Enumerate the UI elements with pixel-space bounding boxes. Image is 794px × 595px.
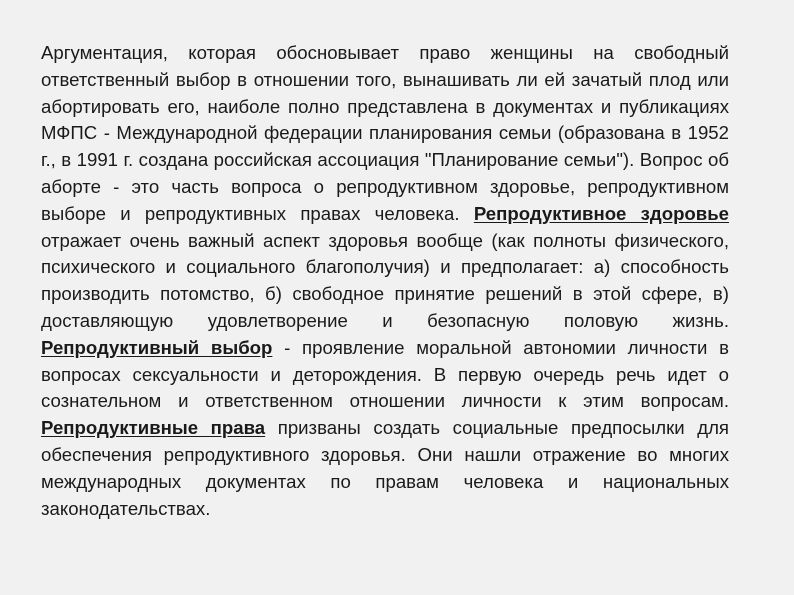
term-reproductive-choice: Репродуктивный выбор (41, 336, 273, 358)
reproductive-rights-definition: призваны создать социальные предпосылки для обеспечения репродуктивного здоровья. Они нашли отражение во многих международных документах по правам человека и национальных законодательствах. (41, 417, 729, 519)
term-reproductive-rights: Репродуктивные права (41, 417, 266, 439)
term-reproductive-health: Репродуктивное здоровье (473, 202, 729, 224)
main-paragraph (41, 40, 729, 522)
reproductive-choice-definition: - проявление моральной автономии личности в вопросах сексуальности и деторождения. В первую очередь речь идет о сознательном и ответственном отношении личности к этим вопросам. (41, 336, 729, 412)
paragraph-intro-text: Аргументация, которая обосновывает право женщины на свободный ответственный выбор в отношении того, вынашивать ли ей зачатый плод или абортировать его, наиболе полно представлена в документах и публикациях МФПС - Международной федерации планирования семьи (образована в 1952 г., в 1991 г. создана российская ассоциация "Планирование семьи"). Вопрос об аборте - это часть вопроса о репродуктивном здоровье, репродуктивном выборе и репродуктивных правах человека. (41, 42, 729, 224)
reproductive-health-definition: отражает очень важный аспект здоровья вообще (как полноты физического, психического и социального благополучия) и предполагает: а) способность производить потомство, б) свободное принятие решений в этой сфере, в) доставляющую удовлетворение и безопасную половую жизнь. (41, 229, 729, 331)
